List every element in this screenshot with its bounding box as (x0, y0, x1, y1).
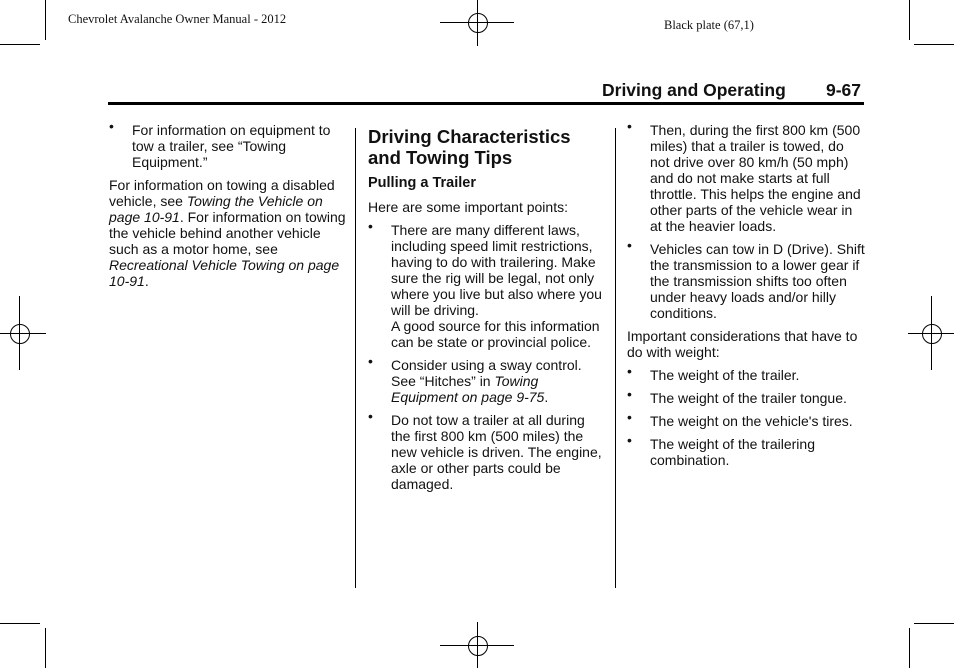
manual-title: Chevrolet Avalanche Owner Manual - 2012 (68, 12, 287, 26)
crop-mark (909, 0, 910, 40)
registration-mark-top (440, 0, 514, 46)
text: . (544, 389, 549, 405)
bullet-text: The weight of the trailer tongue. (650, 390, 847, 406)
registration-mark-bottom (440, 622, 514, 668)
bullet-text: The weight of the trailer. (650, 367, 800, 383)
crop-mark (914, 623, 954, 624)
bullet-text: A good source for this information can be state or provincial police. (391, 318, 600, 350)
bullet-icon: • (109, 118, 114, 134)
bullet-icon: • (627, 386, 632, 402)
list-item (627, 432, 867, 468)
bullet-text: The weight on the vehicle's tires. (650, 413, 853, 429)
page-number: 9-67 (826, 80, 862, 100)
header-rule (108, 102, 864, 105)
list-item (368, 408, 608, 492)
bullet-text: Vehicles can tow in D (Drive). Shift the transmission to a lower gear if the transmission shifts too often under heavy loads and/or hilly conditions. (650, 241, 865, 321)
bullet-icon: • (368, 353, 373, 369)
bullet-text: Then, during the first 800 km (500 miles) that a trailer is towed, do not drive over 80 km/h (50 mph) and do not make starts at full throttle. This helps the engine and other parts of the vehicle wear in at the heavier loads. (650, 122, 861, 234)
bullet-text: There are many different laws, including speed limit restrictions, having to do with trailering. Make sure the rig will be legal, not only where you live but also where you will be driving. (391, 222, 602, 318)
section-heading: Driving Characteristics and Towing Tips (368, 126, 571, 168)
bullet-icon: • (627, 409, 632, 425)
registration-mark-left (0, 296, 46, 370)
column-1 (109, 118, 349, 296)
text: . (144, 273, 149, 289)
cross-reference-link[interactable]: Towing the Vehicle on page 10-91 (109, 193, 323, 225)
list-item (109, 118, 349, 170)
list-item (627, 363, 867, 383)
bullet-icon: • (368, 408, 373, 424)
paragraph (109, 177, 349, 289)
bullet-icon: • (627, 363, 632, 379)
list-item (627, 237, 867, 321)
cross-reference-link[interactable]: Towing Equipment on page 9-75 (391, 373, 545, 405)
section-title: Driving and Operating (602, 80, 786, 100)
crop-mark (909, 628, 910, 668)
crop-mark (0, 623, 40, 624)
text: . For information on towing the vehicle behind another vehicle such as a motor home, see (109, 209, 346, 257)
bullet-icon: • (627, 432, 632, 448)
list-item (368, 218, 608, 350)
crop-mark (914, 44, 954, 45)
subsection-heading: Pulling a Trailer (368, 175, 476, 191)
list-item (627, 386, 867, 406)
column-2 (368, 122, 608, 499)
crop-mark (45, 628, 46, 668)
bullet-text: The weight of the trailering combination. (650, 436, 815, 468)
bullet-text: Consider using a sway control. See “Hitches” in (391, 357, 582, 389)
bullet-icon: • (627, 237, 632, 253)
list-item (627, 409, 867, 429)
crop-mark (45, 0, 46, 40)
bullet-text: Do not tow a trailer at all during the first 800 km (500 miles) the new vehicle is driven. The engine, axle or other parts could be damaged. (391, 412, 602, 492)
paragraph: Here are some important points: (368, 199, 568, 215)
bullet-icon: • (368, 218, 373, 234)
registration-mark-right (908, 296, 954, 370)
paragraph: Important considerations that have to do with weight: (627, 328, 858, 360)
list-item (368, 353, 608, 405)
crop-mark (0, 44, 40, 45)
bullet-icon: • (627, 118, 632, 134)
list-item (627, 118, 867, 234)
column-3 (627, 118, 867, 475)
cross-reference-link[interactable]: Recreational Vehicle Towing on page 10-91 (109, 257, 340, 289)
text: For information on towing a disabled vehicle, see (109, 177, 335, 209)
bullet-text: For information on equipment to tow a trailer, see “Towing Equipment.” (132, 122, 331, 170)
column-divider (615, 128, 616, 588)
plate-label: Black plate (67,1) (664, 18, 754, 32)
column-divider (355, 128, 356, 588)
